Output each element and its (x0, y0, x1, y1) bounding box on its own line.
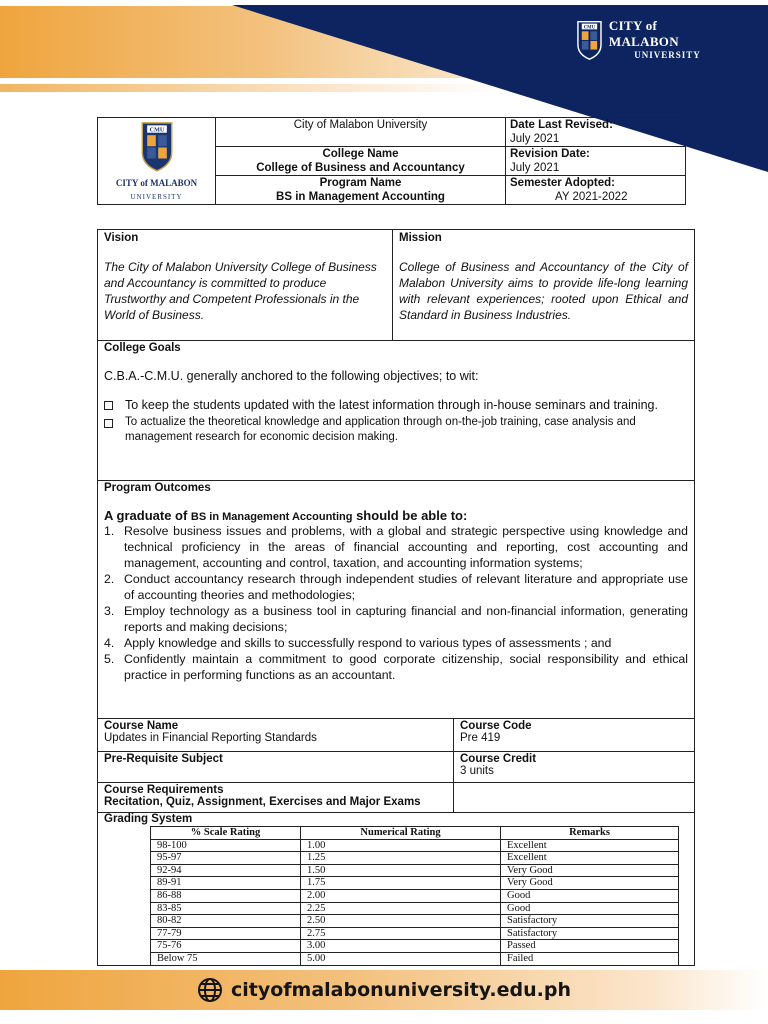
outcome-number: 3. (104, 604, 115, 618)
college-goals-section (98, 341, 694, 481)
program-outcomes-section (98, 481, 694, 719)
outcome-item (104, 523, 688, 571)
grade-cell: 5.00 (301, 952, 501, 965)
grading-system-section (98, 813, 694, 965)
grade-cell: 1.50 (301, 864, 501, 877)
heading-program: BS in Management Accounting (190, 511, 353, 523)
grade-cell: 3.00 (301, 940, 501, 953)
grade-cell: Good (501, 902, 679, 915)
goal-text: To keep the students updated with the latest information through in-house seminars and training. (125, 398, 658, 412)
course-credit-label: Course Credit (460, 753, 537, 765)
grade-cell: 75-76 (151, 940, 301, 953)
syllabus-table (97, 229, 695, 966)
grade-cell: 98-100 (151, 839, 301, 852)
shield-text: CMU (583, 25, 596, 31)
outcome-item (104, 571, 688, 603)
prereq-label: Pre-Requisite Subject (104, 753, 223, 765)
footer-banner (0, 970, 768, 1010)
brand-name: CITY of MALABON (608, 18, 679, 49)
header-logo-cell (98, 118, 216, 205)
shield-icon (576, 17, 603, 61)
grade-cell: Satisfactory (501, 915, 679, 928)
goal-item (104, 415, 688, 445)
document-header-table (97, 117, 686, 205)
grade-row (151, 877, 679, 890)
grade-row (151, 915, 679, 928)
semester-value: AY 2021-2022 (555, 191, 628, 203)
outcome-text: Confidently maintain a commitment to good corporate citizenship, social responsibility and ethical practice in performing functions as an accountant. (124, 652, 688, 682)
date-revised-value: July 2021 (510, 133, 560, 145)
course-credit-value: 3 units (460, 765, 494, 777)
grade-cell: Excellent (501, 839, 679, 852)
col-header: % Scale Rating (151, 827, 301, 840)
grade-cell: Below 75 (151, 952, 301, 965)
grade-cell: 1.25 (301, 852, 501, 865)
grade-cell: 77-79 (151, 927, 301, 940)
college-name: College of Business and Accountancy (256, 162, 465, 174)
grade-cell: Good (501, 889, 679, 902)
course-name-value: Updates in Financial Reporting Standards (104, 732, 317, 744)
grade-row (151, 902, 679, 915)
grade-row (151, 940, 679, 953)
outcome-item (104, 635, 688, 651)
grade-cell: 2.50 (301, 915, 501, 928)
vision-mission-row (98, 230, 694, 341)
grade-cell: Failed (501, 952, 679, 965)
grade-cell: 89-91 (151, 877, 301, 890)
grade-cell: Satisfactory (501, 927, 679, 940)
outcome-text: Apply knowledge and skills to successfully respond to various types of assessments ; and (124, 636, 612, 650)
outcome-text: Resolve business issues and problems, with a global and strategic perspective using knowledge and technical proficiency in the areas of financial accounting and reporting, cost accounting and management, accounting and control, taxation, and accounting information systems; (124, 524, 688, 570)
outcome-list (104, 523, 688, 683)
outcome-text: Conduct accountancy research through independent studies of relevant literature and appropriate use of accounting theories and methodologies; (124, 572, 688, 602)
grade-cell: Very Good (501, 864, 679, 877)
outcome-number: 4. (104, 636, 115, 650)
college-goals-intro: C.B.A.-C.M.U. generally anchored to the following objectives; to wit: (104, 369, 479, 383)
grade-row (151, 852, 679, 865)
outcome-text: Employ technology as a business tool in capturing financial and non-financial information, generating reports and making decisions; (124, 604, 688, 634)
checkbox-icon (104, 401, 113, 410)
grade-row (151, 952, 679, 965)
program-label: Program Name (319, 177, 402, 189)
seal-name: CITY of MALABON (115, 178, 198, 188)
college-label: College Name (322, 148, 399, 160)
grade-cell: 80-82 (151, 915, 301, 928)
course-requirements-row (98, 783, 694, 813)
university-seal-icon (135, 118, 179, 172)
date-revised-label: Date Last Revised: (510, 119, 613, 131)
grade-cell: 83-85 (151, 902, 301, 915)
outcomes-heading (104, 508, 688, 523)
brand-subname: UNIVERSITY (634, 50, 701, 60)
heading-part: should be able to: (352, 508, 468, 523)
outcome-number: 5. (104, 652, 115, 666)
program-outcomes-label: Program Outcomes (104, 482, 211, 494)
grade-cell: Passed (501, 940, 679, 953)
grade-cell: Excellent (501, 852, 679, 865)
outcome-number: 2. (104, 572, 115, 586)
grade-cell: 2.75 (301, 927, 501, 940)
course-req-label: Course Requirements (104, 784, 224, 796)
mission-cell (393, 230, 694, 340)
vision-label: Vision (104, 232, 139, 244)
grade-row (151, 927, 679, 940)
prereq-row (98, 752, 694, 783)
college-goals-label: College Goals (104, 342, 181, 354)
grade-cell: 2.25 (301, 902, 501, 915)
grade-row (151, 864, 679, 877)
grade-cell: 95-97 (151, 852, 301, 865)
university-name: City of Malabon University (293, 119, 428, 131)
grade-cell: 86-88 (151, 889, 301, 902)
course-name-label: Course Name (104, 720, 179, 732)
grade-cell: 92-94 (151, 864, 301, 877)
program-name: BS in Management Accounting (276, 191, 445, 203)
course-code-value: Pre 419 (460, 732, 501, 744)
course-code-label: Course Code (460, 720, 532, 732)
mission-label: Mission (399, 232, 442, 244)
heading-part: A graduate of (104, 508, 191, 523)
globe-icon (197, 977, 223, 1003)
mission-text: College of Business and Accountancy of the City of Malabon University aims to provide life-long learning with relevant experiences; rooted upon Ethical and Standard in Business Industries. (399, 260, 688, 322)
grade-cell: 1.75 (301, 877, 501, 890)
vision-text: The City of Malabon University College of Business and Accountancy is committed to produce Trustworthy and Competent Professionals in the World of Business. (104, 260, 377, 322)
grading-system-label: Grading System (104, 813, 193, 825)
revision-value: July 2021 (510, 162, 560, 174)
checkbox-icon (104, 419, 113, 428)
grade-cell: Very Good (501, 877, 679, 890)
goal-text: To actualize the theoretical knowledge and application through on-the-job training, case analysis and management research for economic decision making. (125, 416, 636, 443)
outcome-item (104, 603, 688, 635)
outcome-number: 1. (104, 524, 115, 538)
vision-cell (98, 230, 393, 340)
seal-text: CMU (149, 127, 164, 134)
seal-subname: UNIVERSITY (130, 193, 183, 201)
website-link[interactable]: cityofmalabonuniversity.edu.ph (230, 979, 572, 1001)
grading-table (150, 826, 679, 966)
col-header: Numerical Rating (301, 827, 501, 840)
goal-item (104, 397, 688, 413)
semester-label: Semester Adopted: (510, 177, 616, 189)
grade-cell: 2.00 (301, 889, 501, 902)
course-name-row (98, 719, 694, 752)
revision-label: Revision Date: (510, 148, 590, 160)
grade-row (151, 889, 679, 902)
course-req-value: Recitation, Quiz, Assignment, Exercises and Major Exams (104, 796, 421, 808)
top-brand-logo (576, 16, 726, 62)
col-header: Remarks (501, 827, 679, 840)
grade-cell: 1.00 (301, 839, 501, 852)
grade-row (151, 839, 679, 852)
outcome-item (104, 651, 688, 683)
